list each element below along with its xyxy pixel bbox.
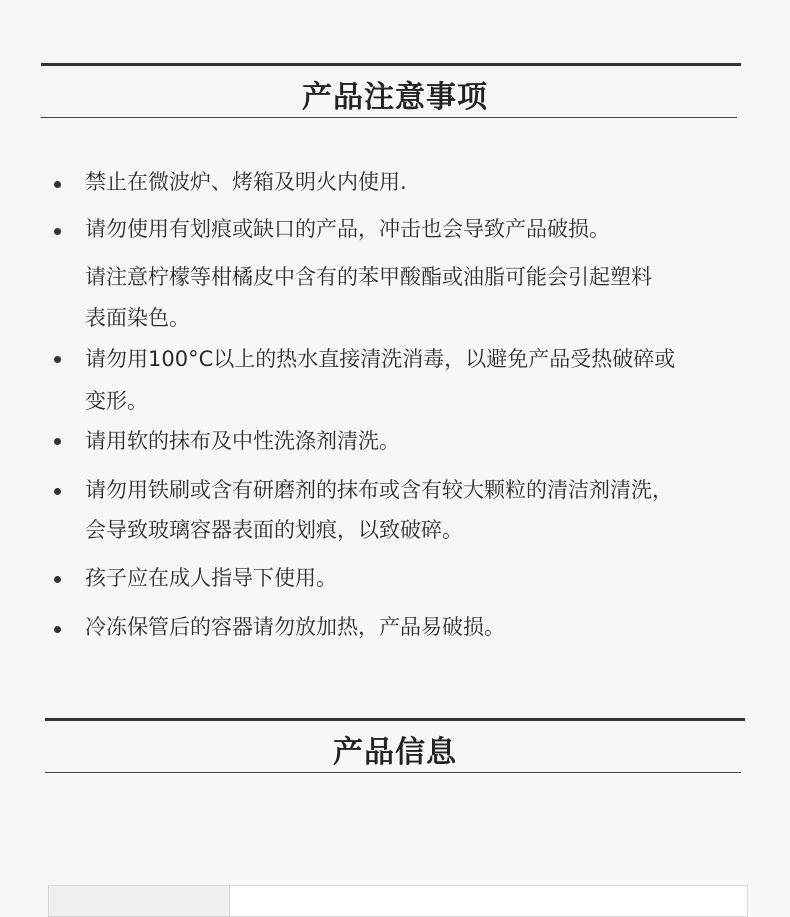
list-item: 请用软的抹布及中性洗涤剂清洗。 (85, 429, 400, 453)
list-item-continuation: 表面染色。 (85, 306, 190, 330)
product-info-title: 产品信息 (333, 735, 457, 770)
header-bottom-rule (45, 772, 741, 773)
list-item: 冷冻保管后的容器请勿放加热，产品易破损。 (85, 615, 505, 639)
list-item: 孩子应在成人指导下使用。 (85, 566, 337, 590)
list-item: 请勿使用有划痕或缺口的产品，冲击也会导致产品破损。 (85, 217, 610, 241)
bullet-dot (54, 488, 61, 495)
header-bottom-rule (41, 117, 737, 118)
list-item: 请勿用100°C以上的热水直接清洗消毒，以避免产品受热破碎或 (85, 347, 676, 371)
bullet-dot (54, 181, 61, 188)
precautions-title: 产品注意事项 (302, 80, 488, 115)
list-item-continuation: 会导致玻璃容器表面的划痕，以致破碎。 (85, 518, 463, 542)
bullet-dot (54, 356, 61, 363)
bullet-dot (54, 576, 61, 583)
list-item: 请注意柠檬等柑橘皮中含有的苯甲酸酯或油脂可能会引起塑料 (85, 265, 652, 289)
bullet-dot (54, 438, 61, 445)
list-item-continuation: 变形。 (85, 389, 148, 413)
info-label-cell (49, 886, 230, 916)
header-top-rule (45, 718, 745, 721)
list-item: 请勿用铁刷或含有研磨剂的抹布或含有较大颗粒的清洁剂清洗， (85, 478, 673, 502)
bullet-dot (54, 228, 61, 235)
list-item: 禁止在微波炉、烤箱及明火内使用. (85, 170, 407, 194)
product-info-table (48, 885, 748, 917)
bullet-dot (54, 626, 61, 633)
header-top-rule (41, 63, 741, 66)
